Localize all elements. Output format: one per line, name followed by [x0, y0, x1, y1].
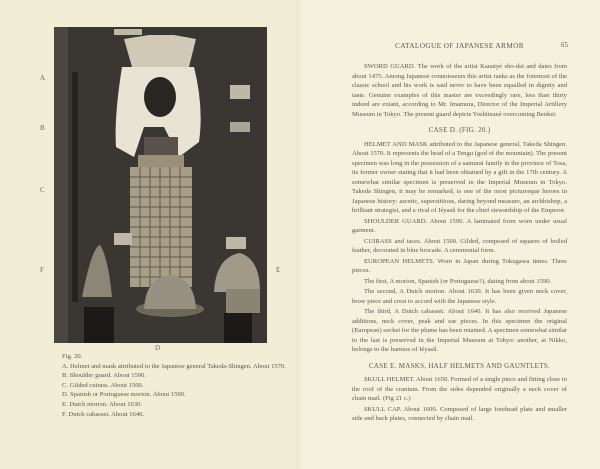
paragraph: The second, A Dutch morion. About 1630. It has been given neck cover, brow piece and crest to accord with the Japanese style. — [352, 288, 567, 305]
plate-label-d: D — [155, 344, 161, 352]
caption-item: C. Gilded cuirass. About 1500. — [62, 381, 144, 389]
figure-caption — [50, 352, 290, 419]
caption-item: B. Shoulder guard. About 1590. — [62, 372, 147, 380]
paragraph: SWORD GUARD. The work of the artist Kanaiyé sho-dai and dates from about 1475. Among Japanese connoisseurs this artist ranks as the foremost of the classic school and his work is said never to have been equalled in dignity and taste. Genuine examples of this master are exceedingly rare, less than thirty indeed are extant, according to Mr. Imamura, Director of the Imperial Artillery Museum in Tokyo. The present guard depicts Yoshitsuné overcoming Benkei. — [352, 63, 567, 118]
paragraph: SKULL CAP. About 1600. Composed of large forehead plate and smaller side and back plates, connected by chain mail. — [352, 405, 567, 422]
caption-item: F. Dutch cabasset. About 1640. — [62, 410, 145, 418]
paragraph: The third, A Dutch cabasset. About 1640. It has also received Japanese additions, neck cover, peak and ear pieces. In this specimen the original (European) socket for the plume has been retained. A specimen somewhat similar to the last is preserved in the Imperial Museum at Tokyo: another, at Nikko, belongs to the harness of Iéyasŭ. — [352, 308, 567, 353]
running-head: CATALOGUE OF JAPANESE ARMOR — [395, 41, 524, 50]
paragraph: HELMET AND MASK attributed to the Japanese general, Takeda Shingen. About 1570. It represents the head of a Tengu (god of the mountain). The present specimen was long in the possession of a samurai family in the province of Tosa, its former owner stating that it had been obtained by a gift in the 17th century. A somewhat similar specimen is preserved in the Imperial Museum in Tokyo. Takeda Shingen, it may be remarked, is one of the most picturesque heroes in Japanese history: ascetic, superstitious, daring beyond measure, an archbishop, a brilliant strategist, and a rival of Iéyasŭ for the chief stewardship of the Emperor. — [352, 140, 567, 214]
plate-label-f: F — [40, 266, 44, 274]
plate-label-c: C — [40, 186, 45, 194]
section-heading: CASE D. (FIG. 20.) — [428, 126, 491, 134]
armor-display-photo — [54, 27, 267, 343]
paragraph: CUIRASS and taces. About 1500. Gilded, composed of squares of boiled leather, decorated in blue brocade. A ceremonial form. — [352, 237, 567, 254]
body-text — [352, 62, 567, 425]
plate-label-a: A — [40, 74, 46, 82]
book-gutter — [296, 0, 304, 469]
figure-number: Fig. 20. — [62, 353, 83, 360]
paragraph: EUROPEAN HELMETS. Worn in Japan during Tokugawa times. Three pieces. — [352, 257, 567, 274]
caption-item: D. Spanish or Portuguese morion. About 1590. — [62, 391, 186, 399]
section-heading: CASE E. MASKS, HALF HELMETS AND GAUNTLETS. — [368, 361, 551, 370]
plate-label-e: E — [276, 266, 281, 274]
caption-item: A. Helmet and mask attributed to the Japanese general Takeda-Shingen. About 1570. — [62, 362, 286, 370]
plate-label-b: B — [40, 124, 45, 132]
paragraph: The first, A morion, Spanish (or Portuguese?), dating from about 1590. — [364, 277, 552, 285]
paragraph: SHOULDER GUARD. About 1590. A laminated form worn under usual garment. — [352, 217, 567, 234]
caption-item: E. Dutch morion. About 1630. — [62, 400, 143, 408]
paragraph: SKULL HELMET. About 1650. Formed of a single piece and fitting close to the roof of the cranium. From the sides depended originally a neck cover of chain mail. (Fig 21 c.) — [352, 376, 567, 402]
page-number: 65 — [561, 41, 568, 49]
